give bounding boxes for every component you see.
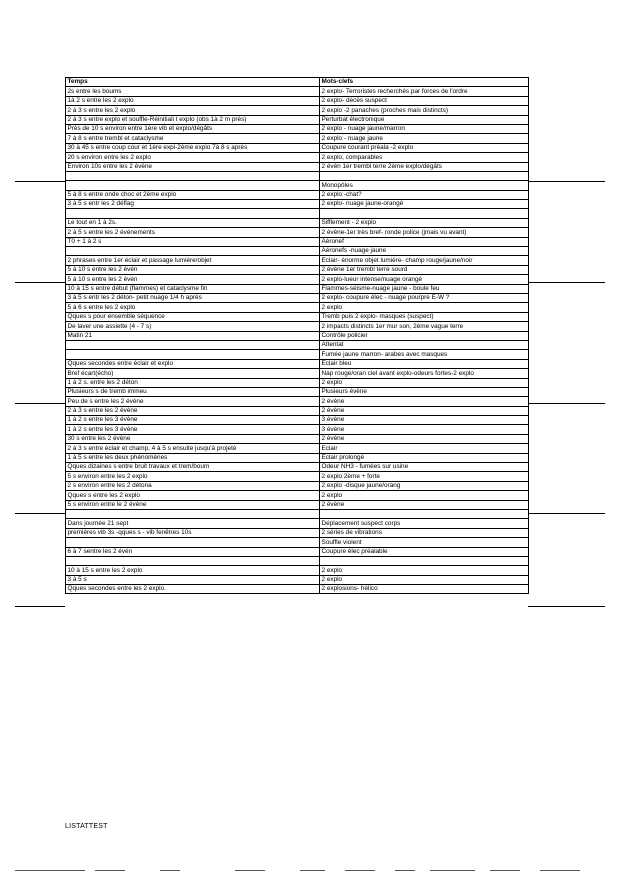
table-row bbox=[66, 528, 529, 537]
table-row bbox=[66, 124, 529, 133]
cell-temps: Qques dizaines s entre bruit travaux et trem/boum bbox=[66, 463, 320, 472]
cell-mots-clefs: 2 explo bbox=[320, 303, 529, 312]
cell-temps: 5 à 6 s entre les 2 explo bbox=[66, 303, 320, 312]
cell-temps: 5 à 10 s entre les 2 évén bbox=[66, 275, 320, 284]
cell-mots-clefs: 2 explo- Terroristes recherchés par forces de l'ordre bbox=[320, 87, 529, 96]
cell-temps: Environ 10s entre les 2 évène bbox=[66, 162, 320, 171]
table-row bbox=[66, 519, 529, 528]
cell-mots-clefs: Plusieurs évène bbox=[320, 387, 529, 396]
separator-line bbox=[528, 181, 605, 182]
cell-temps: 1 à 2 s entre les 3 évène bbox=[66, 425, 320, 434]
cell-temps bbox=[66, 340, 320, 349]
cell-temps: 5 s environ entre les 2 explo bbox=[66, 472, 320, 481]
data-table bbox=[65, 77, 529, 594]
cell-mots-clefs: 2 évène bbox=[320, 406, 529, 415]
cell-mots-clefs: Aéronefs -nuage jaune bbox=[320, 247, 529, 256]
cell-temps: 2 phrases entre 1er éclair et passage lumière/objet bbox=[66, 256, 320, 265]
cell-temps: 2s entre les boums bbox=[66, 87, 320, 96]
table-row bbox=[66, 247, 529, 256]
header-mots-clefs: Mots-clefs bbox=[320, 78, 529, 87]
table-row bbox=[66, 463, 529, 472]
cell-mots-clefs: Déplacement suspect corps bbox=[320, 519, 529, 528]
cell-mots-clefs: Coupure courant préala -2 explo bbox=[320, 143, 529, 152]
cell-mots-clefs: 2 explo bbox=[320, 378, 529, 387]
cell-temps bbox=[66, 171, 320, 180]
cell-mots-clefs: 2 explo-lueur intense/nuage orangé bbox=[320, 275, 529, 284]
cell-mots-clefs: 2 évène bbox=[320, 397, 529, 406]
cell-mots-clefs: 2 explo- nuage jaune-orangé bbox=[320, 200, 529, 209]
table-row bbox=[66, 200, 529, 209]
header-temps: Temps bbox=[66, 78, 320, 87]
table-row bbox=[66, 275, 529, 284]
cell-mots-clefs: 2 explosions- hélico bbox=[320, 585, 529, 594]
cell-temps: 1à 2 s entre les 2 explo bbox=[66, 96, 320, 105]
cell-mots-clefs: Nap rouge/oran ciel avant explo-odeurs fortes-2 explo bbox=[320, 369, 529, 378]
cell-temps: De laver une assiette (4 - 7 s) bbox=[66, 322, 320, 331]
cell-mots-clefs: Eclair- énorme objet lumière- champ rouge/jaune/noir bbox=[320, 256, 529, 265]
cell-temps bbox=[66, 181, 320, 190]
cell-temps bbox=[66, 509, 320, 518]
table-row bbox=[66, 509, 529, 518]
table-row bbox=[66, 237, 529, 246]
cell-temps: 20 s environ entre les 2 explo bbox=[66, 153, 320, 162]
table-row bbox=[66, 312, 529, 321]
cell-temps bbox=[66, 350, 320, 359]
table-row bbox=[66, 293, 529, 302]
cell-mots-clefs: 2 explo 2ème + forte bbox=[320, 472, 529, 481]
cell-mots-clefs: Eclair prolongé bbox=[320, 453, 529, 462]
cell-temps: Dans journée 21 sept bbox=[66, 519, 320, 528]
table-row bbox=[66, 406, 529, 415]
table-row bbox=[66, 500, 529, 509]
cell-temps: 3 à 5 s entr les 2 déflag bbox=[66, 200, 320, 209]
separator-line bbox=[528, 403, 605, 404]
cell-temps: Près de 10 s environ entre 1ère vib et explo/dégâts bbox=[66, 124, 320, 133]
table-header-row bbox=[66, 78, 529, 87]
cell-mots-clefs: 2 explo- coupure élec - nuage pourpre E-W ? bbox=[320, 293, 529, 302]
cell-mots-clefs: Sifflement - 2 explo bbox=[320, 218, 529, 227]
cell-mots-clefs: 2 explo - nuage jaune/marron bbox=[320, 124, 529, 133]
footer-label: LISTATTEST bbox=[65, 823, 108, 830]
cell-mots-clefs: Eclair bleu bbox=[320, 359, 529, 368]
table-row bbox=[66, 171, 529, 180]
separator-line bbox=[15, 403, 65, 404]
cell-mots-clefs: 2 explo -disque jaune/orang bbox=[320, 481, 529, 490]
cell-mots-clefs: 3 évène bbox=[320, 425, 529, 434]
table-row bbox=[66, 491, 529, 500]
table-row bbox=[66, 566, 529, 575]
table-row bbox=[66, 575, 529, 584]
cell-mots-clefs bbox=[320, 509, 529, 518]
cell-mots-clefs: 2 explo bbox=[320, 491, 529, 500]
table-row bbox=[66, 228, 529, 237]
cell-mots-clefs: Attentat bbox=[320, 340, 529, 349]
cell-temps bbox=[66, 538, 320, 547]
cell-temps: 5 à 8 s entre onde choc et 2ème explo bbox=[66, 190, 320, 199]
cell-temps: Matin 21 bbox=[66, 331, 320, 340]
table-row bbox=[66, 416, 529, 425]
cell-temps: Qques s pour ensemble séquence bbox=[66, 312, 320, 321]
cell-temps: Qques secondes entre éclair et explo bbox=[66, 359, 320, 368]
separator-line bbox=[15, 606, 65, 607]
table-row bbox=[66, 134, 529, 143]
table-row bbox=[66, 256, 529, 265]
cell-temps: 1 à 2 s. entre les 2 déton bbox=[66, 378, 320, 387]
table-row bbox=[66, 322, 529, 331]
cell-mots-clefs: 2 évén 1er trembl terre 2ème explo/dégâts bbox=[320, 162, 529, 171]
cell-temps: 5 s environ entre le 2 évène bbox=[66, 500, 320, 509]
cell-mots-clefs: Monopôles bbox=[320, 181, 529, 190]
cell-mots-clefs: 2 évène bbox=[320, 500, 529, 509]
table-row bbox=[66, 181, 529, 190]
cell-mots-clefs: Souffle violent bbox=[320, 538, 529, 547]
separator-line bbox=[528, 282, 605, 283]
table-row bbox=[66, 378, 529, 387]
separator-line bbox=[528, 606, 605, 607]
cell-temps: 2 à 3 s entre explo et souffle-Réinitiali t explo (obs 1à 2 m près) bbox=[66, 115, 320, 124]
cell-temps: 1 à 2 s entre les 3 évène bbox=[66, 416, 320, 425]
cell-mots-clefs: 3 évène bbox=[320, 416, 529, 425]
cell-temps: 2 s environ entre les 2 détona bbox=[66, 481, 320, 490]
cell-mots-clefs: 2 explo bbox=[320, 575, 529, 584]
table-row bbox=[66, 106, 529, 115]
scan-noise-strip bbox=[0, 870, 620, 874]
cell-mots-clefs: Flammes-séisme-nuage jaune - boule feu bbox=[320, 284, 529, 293]
cell-temps: Le tout en 1 à 2s. bbox=[66, 218, 320, 227]
cell-mots-clefs: Perturbat électronique bbox=[320, 115, 529, 124]
cell-temps: Qques s entre les 2 explo bbox=[66, 491, 320, 500]
cell-temps: Plusieurs s de tremb immeu bbox=[66, 387, 320, 396]
table-row bbox=[66, 115, 529, 124]
table-row bbox=[66, 96, 529, 105]
table-row bbox=[66, 303, 529, 312]
table-row bbox=[66, 538, 529, 547]
table-row bbox=[66, 444, 529, 453]
cell-temps: 30 à 45 s entre coup cour et 1ère expl-2ème explo 7à 8 s après bbox=[66, 143, 320, 152]
table-row bbox=[66, 218, 529, 227]
cell-temps: Peu de s entre les 2 évène bbox=[66, 397, 320, 406]
cell-mots-clefs bbox=[320, 556, 529, 565]
separator-line bbox=[15, 513, 65, 514]
table-body bbox=[66, 87, 529, 594]
cell-mots-clefs: 2 explo, comparables bbox=[320, 153, 529, 162]
cell-temps: 10 à 15 s entre début (flammes) et cataclysme fin bbox=[66, 284, 320, 293]
cell-temps: T0 + 1 à 2 s bbox=[66, 237, 320, 246]
table-row bbox=[66, 453, 529, 462]
table-row bbox=[66, 143, 529, 152]
cell-mots-clefs: Aéronef bbox=[320, 237, 529, 246]
cell-mots-clefs: 2 évène-1er très bref- ronde police (jmais vu avant) bbox=[320, 228, 529, 237]
cell-mots-clefs: Coupure élec préalable bbox=[320, 547, 529, 556]
table-row bbox=[66, 481, 529, 490]
cell-temps: Bref écart(écho) bbox=[66, 369, 320, 378]
separator-line bbox=[15, 282, 65, 283]
cell-temps: 2 à 3 s entre les 2 explo bbox=[66, 106, 320, 115]
cell-mots-clefs: 2 explo- décès suspect bbox=[320, 96, 529, 105]
cell-temps bbox=[66, 556, 320, 565]
cell-temps bbox=[66, 209, 320, 218]
table-row bbox=[66, 190, 529, 199]
table-row bbox=[66, 359, 529, 368]
cell-mots-clefs: Tremb puis 2 explo- masques (suspect) bbox=[320, 312, 529, 321]
cell-mots-clefs bbox=[320, 171, 529, 180]
cell-mots-clefs: 2 impacts distincts 1er mur son, 2ème vague terre bbox=[320, 322, 529, 331]
table-row bbox=[66, 397, 529, 406]
cell-temps: Qques secondes entre les 2 explo. bbox=[66, 585, 320, 594]
table-row bbox=[66, 425, 529, 434]
table-row bbox=[66, 350, 529, 359]
separator-line bbox=[15, 181, 65, 182]
table-row bbox=[66, 153, 529, 162]
table-row bbox=[66, 265, 529, 274]
table-row bbox=[66, 369, 529, 378]
cell-temps: 5 à 10 s entre les 2 évén bbox=[66, 265, 320, 274]
table-row bbox=[66, 340, 529, 349]
cell-mots-clefs: 2 explo bbox=[320, 566, 529, 575]
table-row bbox=[66, 87, 529, 96]
cell-mots-clefs: Odeur NH3 - fumées sur usine bbox=[320, 463, 529, 472]
cell-temps: 7 à 8 s entre trembl et cataclysme bbox=[66, 134, 320, 143]
cell-temps: 2 à 3 s entre éclair et champ, 4 à 5 s ensuite jusqu'à projeté bbox=[66, 444, 320, 453]
table-row bbox=[66, 434, 529, 443]
cell-temps: 3 à 5 s bbox=[66, 575, 320, 584]
cell-temps: 3 à 5 s entr les 2 déton- petit nuage 1/4 h après bbox=[66, 293, 320, 302]
table-row bbox=[66, 209, 529, 218]
cell-temps: 2 à 3 s entre les 2 évène bbox=[66, 406, 320, 415]
table-row bbox=[66, 585, 529, 594]
cell-mots-clefs: Eclair bbox=[320, 444, 529, 453]
cell-temps: 6 à 7 sentre les 2 évén bbox=[66, 547, 320, 556]
cell-temps: 1 à 5 s entre les deux phénomènes bbox=[66, 453, 320, 462]
separator-line bbox=[528, 513, 605, 514]
cell-mots-clefs: 2 évène 1er trembl terre sourd bbox=[320, 265, 529, 274]
cell-mots-clefs: 2 explo - nuage jaune bbox=[320, 134, 529, 143]
cell-temps: 2 à 5 s entre les 2 événements bbox=[66, 228, 320, 237]
cell-temps bbox=[66, 247, 320, 256]
cell-mots-clefs: 2 explo -2 panaches (proches mais distincts) bbox=[320, 106, 529, 115]
cell-temps: 30 s entre les 2 évène bbox=[66, 434, 320, 443]
table-row bbox=[66, 331, 529, 340]
cell-temps: premières vib 3s -qques s - vib fenêtres 10s bbox=[66, 528, 320, 537]
table-row bbox=[66, 472, 529, 481]
cell-mots-clefs bbox=[320, 209, 529, 218]
cell-temps: 10 à 15 s entre les 2 explo bbox=[66, 566, 320, 575]
table-row bbox=[66, 547, 529, 556]
cell-mots-clefs: 2 évène bbox=[320, 434, 529, 443]
cell-mots-clefs: Fumée jaune marron- arabes avec masques bbox=[320, 350, 529, 359]
cell-mots-clefs: Contrôle policier bbox=[320, 331, 529, 340]
cell-mots-clefs: 2 séries de vibrations bbox=[320, 528, 529, 537]
table-row bbox=[66, 284, 529, 293]
table-row bbox=[66, 162, 529, 171]
table-row bbox=[66, 556, 529, 565]
cell-mots-clefs: 2 explo -chat? bbox=[320, 190, 529, 199]
table-row bbox=[66, 387, 529, 396]
